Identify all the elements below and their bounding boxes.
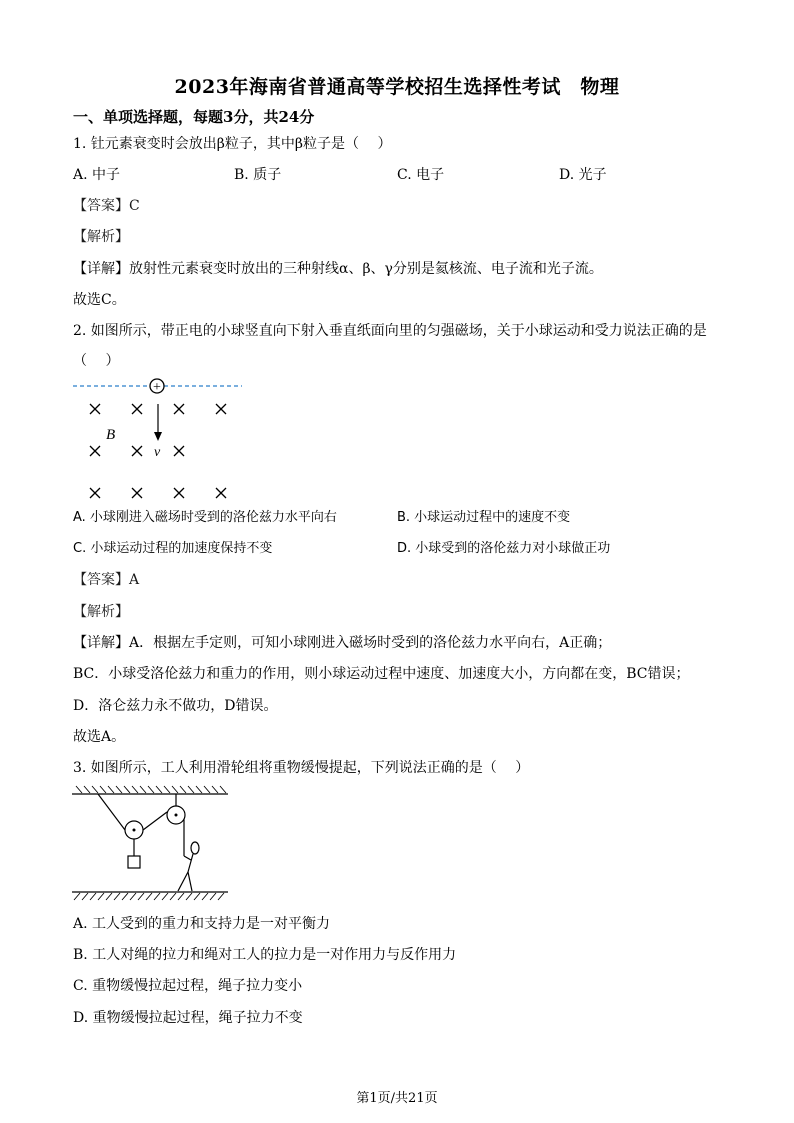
page-title: 2023年海南省普通高等学校招生选择性考试 物理 — [174, 76, 620, 98]
q1-option-d: D. 光子 — [559, 167, 607, 183]
worker-figure — [178, 842, 199, 891]
q1-detail: 【详解】放射性元素衰变时放出的三种射线α、β、γ分别是氦核流、电子流和光子流。 — [73, 261, 603, 277]
q3-option-c: C. 重物缓慢拉起过程，绳子拉力变小 — [73, 978, 303, 994]
q2-detail-line1: 【详解】A．根据左手定则，可知小球刚进入磁场时受到的洛伦兹力水平向右，A正确； — [73, 635, 612, 651]
q1-option-a: A. 中子 — [73, 167, 121, 183]
q3-option-b: B. 工人对绳的拉力和绳对工人的拉力是一对作用力与反作用力 — [73, 947, 457, 963]
q1-conclusion: 故选C。 — [73, 292, 126, 308]
page-footer: 第1页/共21页 — [356, 1091, 438, 1106]
q1-stem: 1. 钍元素衰变时会放出β粒子，其中β粒子是（ ） — [73, 136, 392, 152]
q2-option-c: C. 小球运动过程的加速度保持不变 — [73, 541, 273, 556]
magnetic-field-figure — [70, 374, 250, 506]
velocity-arrowhead — [154, 432, 162, 441]
weight-block — [128, 856, 140, 868]
field-label-B: B — [106, 427, 116, 443]
charge-symbol: + — [153, 380, 161, 395]
ceiling-hatching — [76, 786, 226, 793]
q1-option-b: B. 质子 — [234, 167, 282, 183]
q3-stem: 3. 如图所示，工人利用滑轮组将重物缓慢提起，下列说法正确的是（ ） — [73, 760, 530, 776]
q2-detail-line2: BC．小球受洛伦兹力和重力的作用，则小球运动过程中速度、加速度大小，方向都在变，BC错误； — [73, 666, 690, 682]
pulley-figure — [72, 784, 232, 904]
q2-analysis: 【解析】 — [73, 604, 129, 620]
q1-analysis: 【解析】 — [73, 229, 129, 245]
q2-answer: 【答案】A — [73, 572, 140, 588]
velocity-label-v: v — [154, 445, 161, 460]
q3-option-a: A. 工人受到的重力和支持力是一对平衡力 — [73, 916, 331, 932]
section-heading: 一、单项选择题，每题3分，共24分 — [73, 108, 315, 126]
ground-hatching — [74, 893, 224, 900]
q2-detail-line3: D．洛仑兹力永不做功，D错误。 — [73, 698, 278, 714]
q2-option-b: B. 小球运动过程中的速度不变 — [397, 510, 571, 525]
q2-option-d: D. 小球受到的洛伦兹力对小球做正功 — [397, 541, 611, 556]
q2-option-a: A. 小球刚进入磁场时受到的洛伦兹力水平向右 — [73, 510, 337, 525]
q2-conclusion: 故选A。 — [73, 729, 126, 745]
q2-stem-line1: 2. 如图所示，带正电的小球竖直向下射入垂直纸面向里的匀强磁场，关于小球运动和受力说法正确的是 — [73, 323, 707, 339]
q2-stem-line2: （ ） — [73, 353, 120, 369]
q1-answer: 【答案】C — [73, 198, 140, 214]
q1-option-c: C. 电子 — [397, 167, 445, 183]
q3-option-d: D. 重物缓慢拉起过程，绳子拉力不变 — [73, 1010, 303, 1026]
